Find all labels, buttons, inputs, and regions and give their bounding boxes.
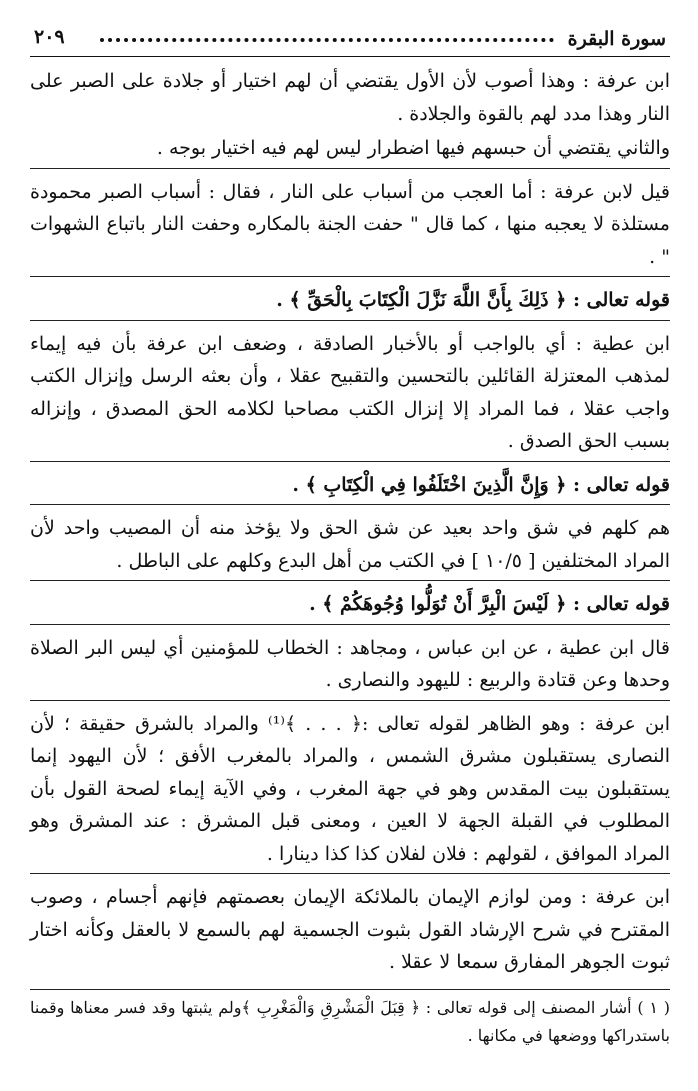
paragraph-text: ابن عرفة : ومن لوازم الإيمان بالملائكة الإيمان بعصمتهم فإنهم أجسام ، وصوب المقترح في شرح الإرشاد القول بثبوت الجسمية لهم بالسمع لا بالعقل وكأنه اختار ثبوت الجوهر المفارق سمعا لا عقلا . bbox=[30, 886, 670, 973]
verse-heading-2 bbox=[30, 469, 670, 506]
paragraph-text: قيل لابن عرفة : أما العجب من أسباب على النار ، فقال : أسباب الصبر محمودة مستلذة لا يعجبه منها ، كما قال " حفت الجنة بالمكاره وحفت النار باتباع الشهوات " . bbox=[30, 180, 670, 268]
paragraph-ibn-atiyya-2 bbox=[30, 632, 670, 701]
paragraph-question-wonder bbox=[30, 176, 670, 278]
paragraph-text: والثاني يقتضي أن حبسهم فيها اضطرار ليس لهم فيه اختيار بوجه . bbox=[156, 137, 670, 159]
paragraph-text: ابن عرفة : وهذا أصوب لأن الأول يقتضي أن لهم اختيار أو جلادة على الصبر على النار وهذا مدد لهم بالقوة والجلادة . bbox=[30, 70, 670, 125]
verse-heading-1 bbox=[30, 284, 670, 321]
paragraph-commentary-2 bbox=[30, 512, 670, 581]
paragraph-ibn-arafa-3 bbox=[30, 881, 670, 982]
verse-text: قوله تعالى : ﴿ لَيْسَ الْبِرَّ أَنْ تُوَلُّوا وُجُوهَكُمْ ﴾ . bbox=[309, 593, 670, 615]
book-page bbox=[30, 26, 670, 1050]
paragraph-text: قال ابن عطية ، عن ابن عباس ، ومجاهد : الخطاب للمؤمنين أي ليس البر الصلاة وحدها وعن قتادة والربيع : لليهود والنصارى . bbox=[30, 636, 670, 691]
paragraph-text: ابن عرفة : وهو الظاهر لقوله تعالى :﴿ . . . ﴾⁽¹⁾ والمراد بالشرق حقيقة ؛ لأن النصارى يستقبلون مشرق الشمس ، والمراد بالمغرب الأفق ؛ لأن اليهود إنما يستقبلون بيت المقدس وهو في جهة المغرب ، وفي الآية إيماء لصحة القول بأن المطلوب في القبلة الجهة لا العين ، ومعنى قبل المشرق : عند المشرق وهو المراد الموافق ، لقولهم : فلان لفلان كذا كذا دينارا . bbox=[30, 712, 670, 865]
paragraph-text: ابن عطية : أي بالواجب أو بالأخبار الصادقة ، وضعف ابن عرفة بأن فيه إيماء لمذهب المعتزلة القائلين بالتحسين والتقبيح عقلا ، وأن بعثه الرسل وإنزال الكتب واجب عقلا ، فما المراد إلا إنزال الكتب مصاحبا لكلامه الحق المصدق ، وإنزاله بسبب الحق الصدق . bbox=[30, 332, 670, 452]
footnote-1: ( ١ ) أشار المصنف إلى قوله تعالى : ﴿ قِبَلَ الْمَشْرِقِ وَالْمَغْرِبِ ﴾ولم يثبتها وقد فسر معناها وقمنا باستدراكها ووضعها في مكانها . bbox=[30, 997, 671, 1045]
verse-heading-3 bbox=[30, 588, 670, 625]
verse-text: قوله تعالى : ﴿ وَإِنَّ الَّذِينَ اخْتَلَفُوا فِي الْكِتَابِ ﴾ . bbox=[292, 473, 670, 496]
page-number: ٢٠٩ bbox=[34, 26, 65, 48]
paragraph-text: هم كلهم في شق واحد بعيد عن شق الحق ولا يؤخذ منه أن المصيب واحد لأن المراد المختلفين [ ١٠/٥ ] في الكتب من أهل البدع وكلهم على الباطل . bbox=[30, 517, 670, 572]
paragraph-ibn-atiyya-1 bbox=[30, 328, 670, 462]
footnotes bbox=[30, 989, 670, 1050]
paragraph-ibn-arafa-1 bbox=[30, 65, 670, 169]
surah-title: سورة البقرة bbox=[567, 28, 666, 50]
paragraph-ibn-arafa-2 bbox=[30, 708, 670, 875]
page-header bbox=[30, 26, 670, 57]
header-dotted-leader bbox=[100, 38, 554, 42]
verse-text: قوله تعالى : ﴿ ذَلِكَ بِأَنَّ اللَّهَ نَزَّلَ الْكِتَابَ بِالْحَقِّ ﴾ . bbox=[276, 289, 670, 311]
